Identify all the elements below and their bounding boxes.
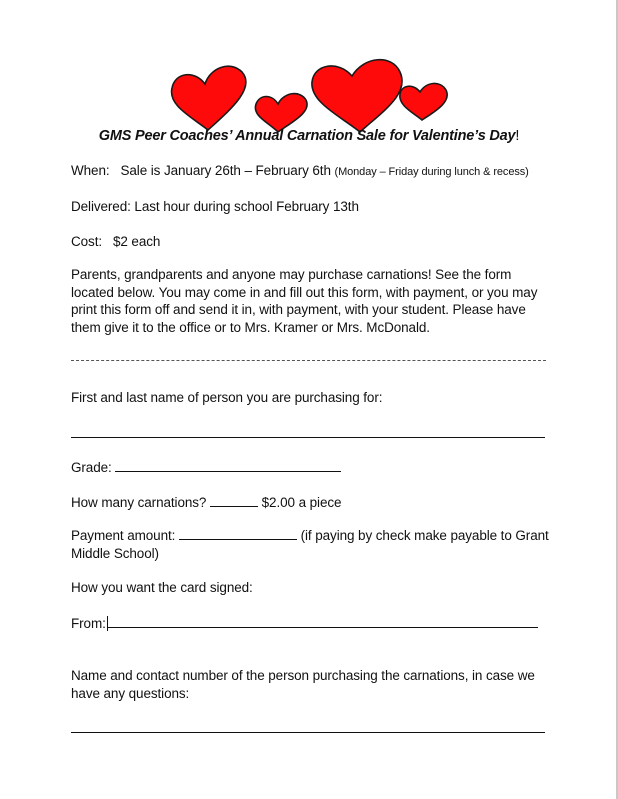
payment-line bbox=[71, 527, 551, 562]
cost-line bbox=[71, 234, 160, 249]
from-line bbox=[71, 615, 538, 631]
grade-field[interactable] bbox=[115, 459, 341, 472]
delivered-line: Delivered: Last hour during school February 13th bbox=[71, 199, 359, 214]
cost-value: $2 each bbox=[112, 234, 161, 249]
when-label: When: bbox=[71, 163, 110, 178]
page-title: GMS Peer Coaches’ Annual Carnation Sale for Valentine’s Day! bbox=[98, 128, 520, 144]
contact-label: Name and contact number of the person purchasing the carnations, in case we have any questions: bbox=[71, 668, 535, 701]
recipient-name-field[interactable] bbox=[71, 437, 545, 438]
quantity-label: How many carnations? bbox=[71, 495, 207, 510]
card-signed-label: How you want the card signed: bbox=[71, 580, 253, 595]
from-label: From: bbox=[71, 616, 106, 631]
contact-field[interactable] bbox=[71, 732, 545, 733]
cost-label: Cost: bbox=[71, 234, 103, 249]
when-value: Sale is January 26th – February 6th bbox=[120, 163, 331, 178]
payment-label: Payment amount: bbox=[71, 528, 176, 543]
from-field[interactable] bbox=[108, 615, 538, 628]
quantity-line bbox=[71, 494, 341, 510]
grade-label: Grade: bbox=[71, 460, 112, 475]
quantity-note: $2.00 a piece bbox=[261, 495, 342, 510]
when-line bbox=[71, 163, 529, 178]
when-note: (Monday – Friday during lunch & recess) bbox=[334, 166, 529, 178]
recipient-label: First and last name of person you are purchasing for: bbox=[71, 390, 383, 405]
payment-note: (if paying by check make payable to Grant Middle School) bbox=[71, 528, 549, 561]
grade-line bbox=[71, 459, 341, 475]
payment-amount-field[interactable] bbox=[179, 527, 297, 540]
cut-line-divider bbox=[71, 360, 546, 361]
instructions-paragraph: Parents, grandparents and anyone may purchase carnations! See the form located below. You may come in and fill out this form, with payment, or you may print this form off and send it in, with payment, with your student. Please have them give it to the office or to Mrs. Kramer or Mrs. McDonald. bbox=[71, 267, 538, 335]
hearts-image bbox=[160, 50, 460, 135]
quantity-field[interactable] bbox=[210, 494, 258, 507]
